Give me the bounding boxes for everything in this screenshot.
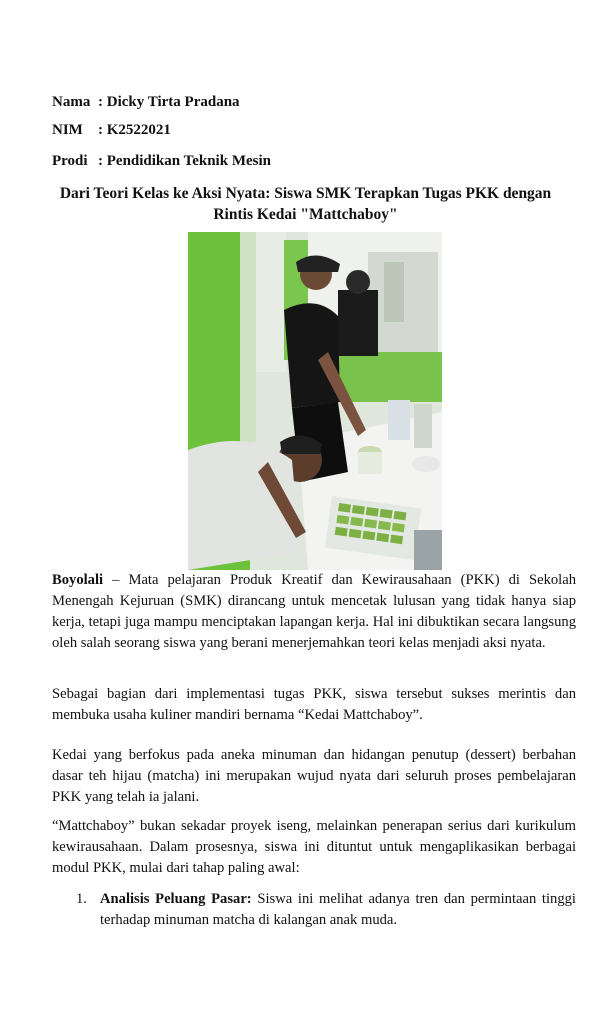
- article-title-line2: Rintis Kedai "Mattchaboy": [213, 206, 398, 223]
- article-title-line1: Dari Teori Kelas ke Aksi Nyata: Siswa SMK Terapkan Tugas PKK dengan: [59, 185, 552, 202]
- dateline-place: Boyolali: [52, 572, 104, 588]
- paragraph-1-text: – Mata pelajaran Produk Kreatif dan Kewirausahaan (PKK) di Sekolah Menengah Kejuruan (SMK) dirancang untuk mencetak lulusan yang tidak hanya siap kerja, tetapi juga mampu menciptakan lapangan kerja. Hal ini dibuktikan secara langsung oleh salah seorang siswa yang berani menerjemahkan teori kelas menjadi aksi nyata.: [52, 572, 576, 651]
- paragraph-2: Sebagai bagian dari implementasi tugas PKK, siswa tersebut sukses merintis dan membuka usaha kuliner mandiri bernama “Kedai Mattchaboy”.: [52, 686, 576, 723]
- list-item-number: 1.: [76, 891, 87, 907]
- name-label: Nama: [52, 94, 91, 110]
- article-photo: [188, 232, 442, 570]
- list-item-body: [100, 889, 576, 931]
- prodi-value: : Pendidikan Teknik Mesin: [98, 153, 271, 169]
- paragraph-3: Kedai yang berfokus pada aneka minuman dan hidangan penutup (dessert) berbahan dasar teh hijau (matcha) ini merupakan wujud nyata dari seluruh proses pembelajaran PKK yang telah ia jalani.: [52, 747, 576, 805]
- name-value: : Dicky Tirta Pradana: [98, 94, 240, 110]
- list-item-heading: Analisis Peluang Pasar:: [100, 891, 252, 907]
- paragraph-1: [52, 570, 576, 654]
- list-item-text: Siswa ini melihat adanya tren dan permintaan tinggi terhadap minuman matcha di kalangan anak muda.: [100, 891, 576, 928]
- nim-label: NIM: [52, 122, 83, 138]
- photo-illustration: [188, 232, 442, 570]
- nim-row: [52, 122, 171, 139]
- list-item: [76, 889, 576, 931]
- nim-value: : K2522021: [98, 122, 171, 138]
- article-title: [40, 183, 571, 225]
- paragraph-4: “Mattchaboy” bukan sekadar proyek iseng, melainkan penerapan serius dari kurikulum kewirausahaan. Dalam prosesnya, siswa ini dituntut untuk mengaplikasikan berbagai modul PKK, mulai dari tahap paling awal:: [52, 818, 576, 876]
- prodi-label: Prodi: [52, 153, 88, 169]
- prodi-row: [52, 153, 271, 170]
- name-row: [52, 94, 240, 111]
